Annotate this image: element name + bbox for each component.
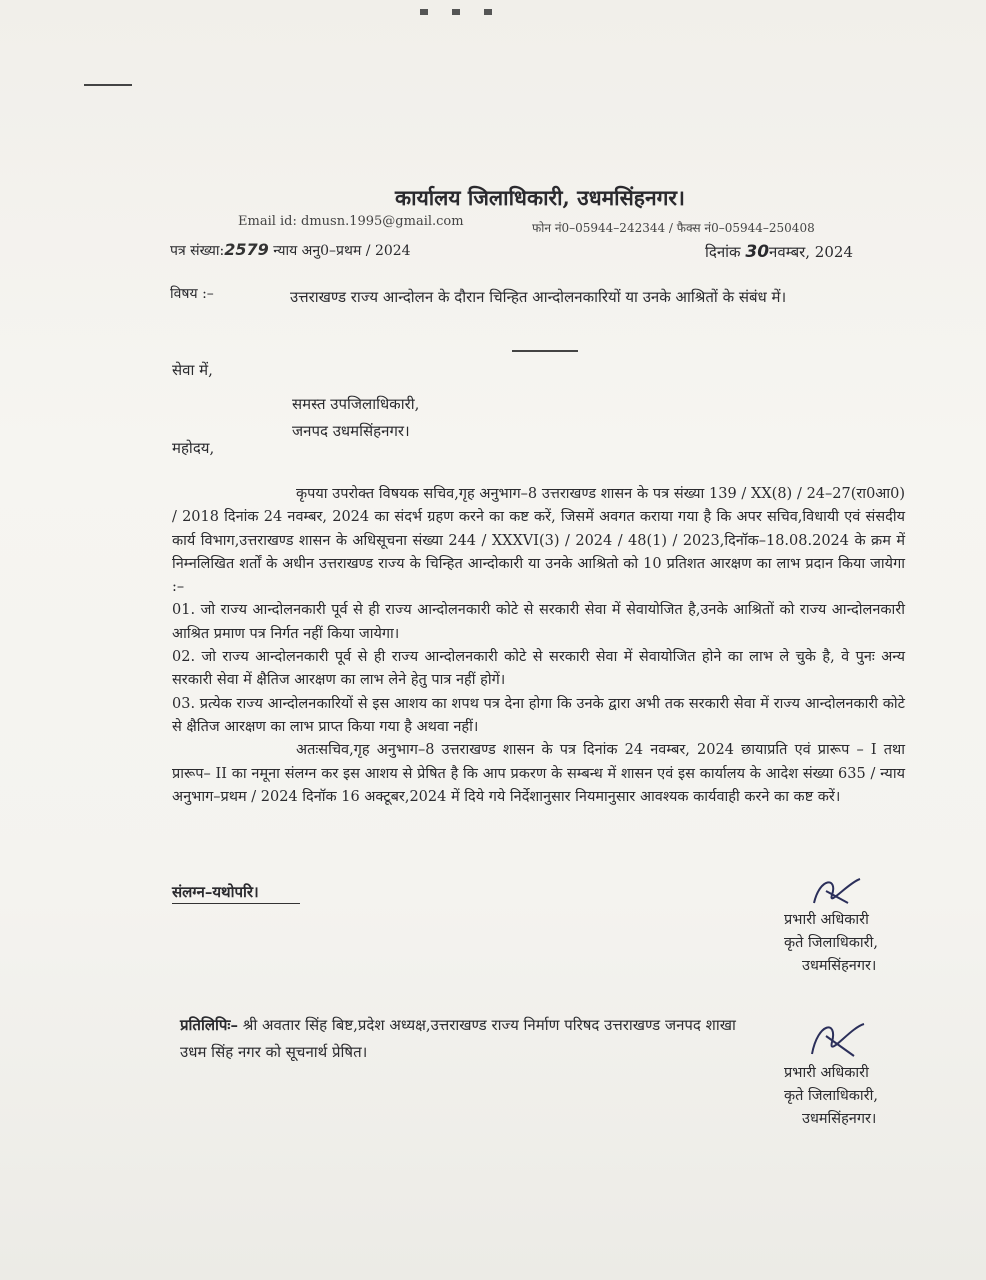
date-handwritten-day: 30 xyxy=(745,242,770,262)
office-title: कार्यालय जिलाधिकारी, उधमसिंहनगर। xyxy=(395,185,685,210)
condition-item-3: 03. प्रत्येक राज्य आन्दोलनकारियों से इस आशय का शपथ पत्र देना होगा कि उनके द्वारा अभी तक सरकारी सेवा में राज्य आन्दोलनकारी कोटे से क्षैतिज आरक्षण का लाभ प्राप्त किया गया है अथवा नहीं। xyxy=(172,695,905,735)
recipient-address xyxy=(292,391,419,445)
reference-number xyxy=(170,240,411,260)
letter-date xyxy=(705,242,853,262)
condition-item-2: 02. जो राज्य आन्दोलनकारी पूर्व से ही राज्य आन्दोलनकारी कोटे से सरकारी सेवा में सेवायोजित होने का लाभ ले चुके है, वे पुनः अन्य सरकारी सेवा में क्षैतिज आरक्षण का लाभ लेने हेतु पात्र नहीं होगें। xyxy=(172,649,905,689)
salutation: महोदय, xyxy=(172,439,215,457)
divider xyxy=(512,350,578,352)
date-suffix: नवम्बर, 2024 xyxy=(769,243,853,261)
ref-handwritten-number: 2579 xyxy=(224,240,269,259)
subject-label: विषय :– xyxy=(170,286,214,302)
signatory-on-behalf-2: कृते जिलाधिकारी, xyxy=(784,1088,878,1104)
signatory-place-1: उधमसिंहनगर। xyxy=(802,958,877,974)
ref-suffix: न्याय अनु0–प्रथम / 2024 xyxy=(268,243,411,259)
copy-line-2: उधम सिंह नगर को सूचनार्थ प्रेषित। xyxy=(180,1043,368,1061)
recipient-line-1: समस्त उपजिलाधिकारी, xyxy=(292,395,420,413)
enclosure-underline xyxy=(172,903,300,904)
scan-top-marks xyxy=(420,0,540,8)
email-line: Email id: dmusn.1995@gmail.com xyxy=(238,214,464,229)
pen-mark xyxy=(84,84,132,86)
recipient-line-2: जनपद उधमसिंहनगर। xyxy=(292,422,410,440)
signatory-on-behalf-1: कृते जिलाधिकारी, xyxy=(784,935,878,951)
copy-to xyxy=(180,1012,736,1066)
copy-line-1: श्री अवतार सिंह बिष्ट,प्रदेश अध्यक्ष,उत्तराखण्ड राज्य निर्माण परिषद उत्तराखण्ड जनपद शाखा xyxy=(237,1016,736,1034)
signature-block-1 xyxy=(784,909,924,978)
ref-prefix: पत्र संख्या: xyxy=(170,243,225,259)
date-prefix: दिनांक xyxy=(705,243,746,261)
condition-item-1: 01. जो राज्य आन्दोलनकारी पूर्व से ही राज्य आन्दोलनकारी कोटे से सरकारी सेवा में सेवायोजित है,उनके आश्रितों को राज्य आन्दोलनकारी आश्रित प्रमाण पत्र निर्गत नहीं किया जायेगा। xyxy=(172,602,905,642)
signatory-designation-2: प्रभारी अधिकारी xyxy=(784,1065,869,1081)
handwritten-signature-2 xyxy=(804,1014,874,1064)
signatory-place-2: उधमसिंहनगर। xyxy=(802,1111,877,1127)
subject-text: उत्तराखण्ड राज्य आन्दोलन के दौरान चिन्हित आन्दोलनकारियों या उनके आश्रितों के संबंध में। xyxy=(290,288,787,306)
letter-body xyxy=(172,483,905,809)
phone-fax-line: फोन नं0–05944–242344 / फैक्स नं0–05944–250408 xyxy=(532,221,815,235)
body-paragraph-2: अतःसचिव,गृह अनुभाग–8 उत्तराखण्ड शासन के पत्र दिनांक 24 नवम्बर, 2024 छायाप्रति एवं प्रारूप – I तथा प्रारूप– II का नमूना संलग्न कर इस आशय से प्रेषित है कि आप प्रकरण के सम्बन्ध में शासन एवं इस कार्यालय के आदेश संख्या 635 / न्याय अनुभाग–प्रथम / 2024 दिनॉक 16 अक्टूबर,2024 में दिये गये निर्देशानुसार नियमानुसार आवश्यक कार्यवाही करने का कष्ट करें। xyxy=(172,742,905,805)
signature-block-2 xyxy=(784,1062,924,1131)
signatory-designation-1: प्रभारी अधिकारी xyxy=(784,912,869,928)
handwritten-signature-1 xyxy=(808,873,868,913)
copy-label: प्रतिलिपिः– xyxy=(180,1016,238,1034)
body-paragraph-1: कृपया उपरोक्त विषयक सचिव,गृह अनुभाग–8 उत्तराखण्ड शासन के पत्र संख्या 139 / XX(8) / 24–27(रा0आ0) / 2018 दिनांक 24 नवम्बर, 2024 का संदर्भ ग्रहण करने का कष्ट करें, जिसमें अवगत कराया गया है कि अपर सचिव,विधायी एवं संसदीय कार्य विभाग,उत्तराखण्ड शासन के अधिसूचना संख्या 244 / XXXVI(3) / 2024 / 48(1) / 2023,दिनॉक–18.08.2024 के क्रम में निम्नलिखित शर्तों के अधीन उत्तराखण्ड राज्य के चिन्हित आन्दोकारी या उनके आश्रितो को 10 प्रतिशत आरक्षण का लाभ प्रदान किया जायेगा :– xyxy=(172,486,905,596)
enclosure-note: संलग्न–यथोपरि। xyxy=(172,883,259,901)
recipient-label: सेवा में, xyxy=(172,361,213,379)
